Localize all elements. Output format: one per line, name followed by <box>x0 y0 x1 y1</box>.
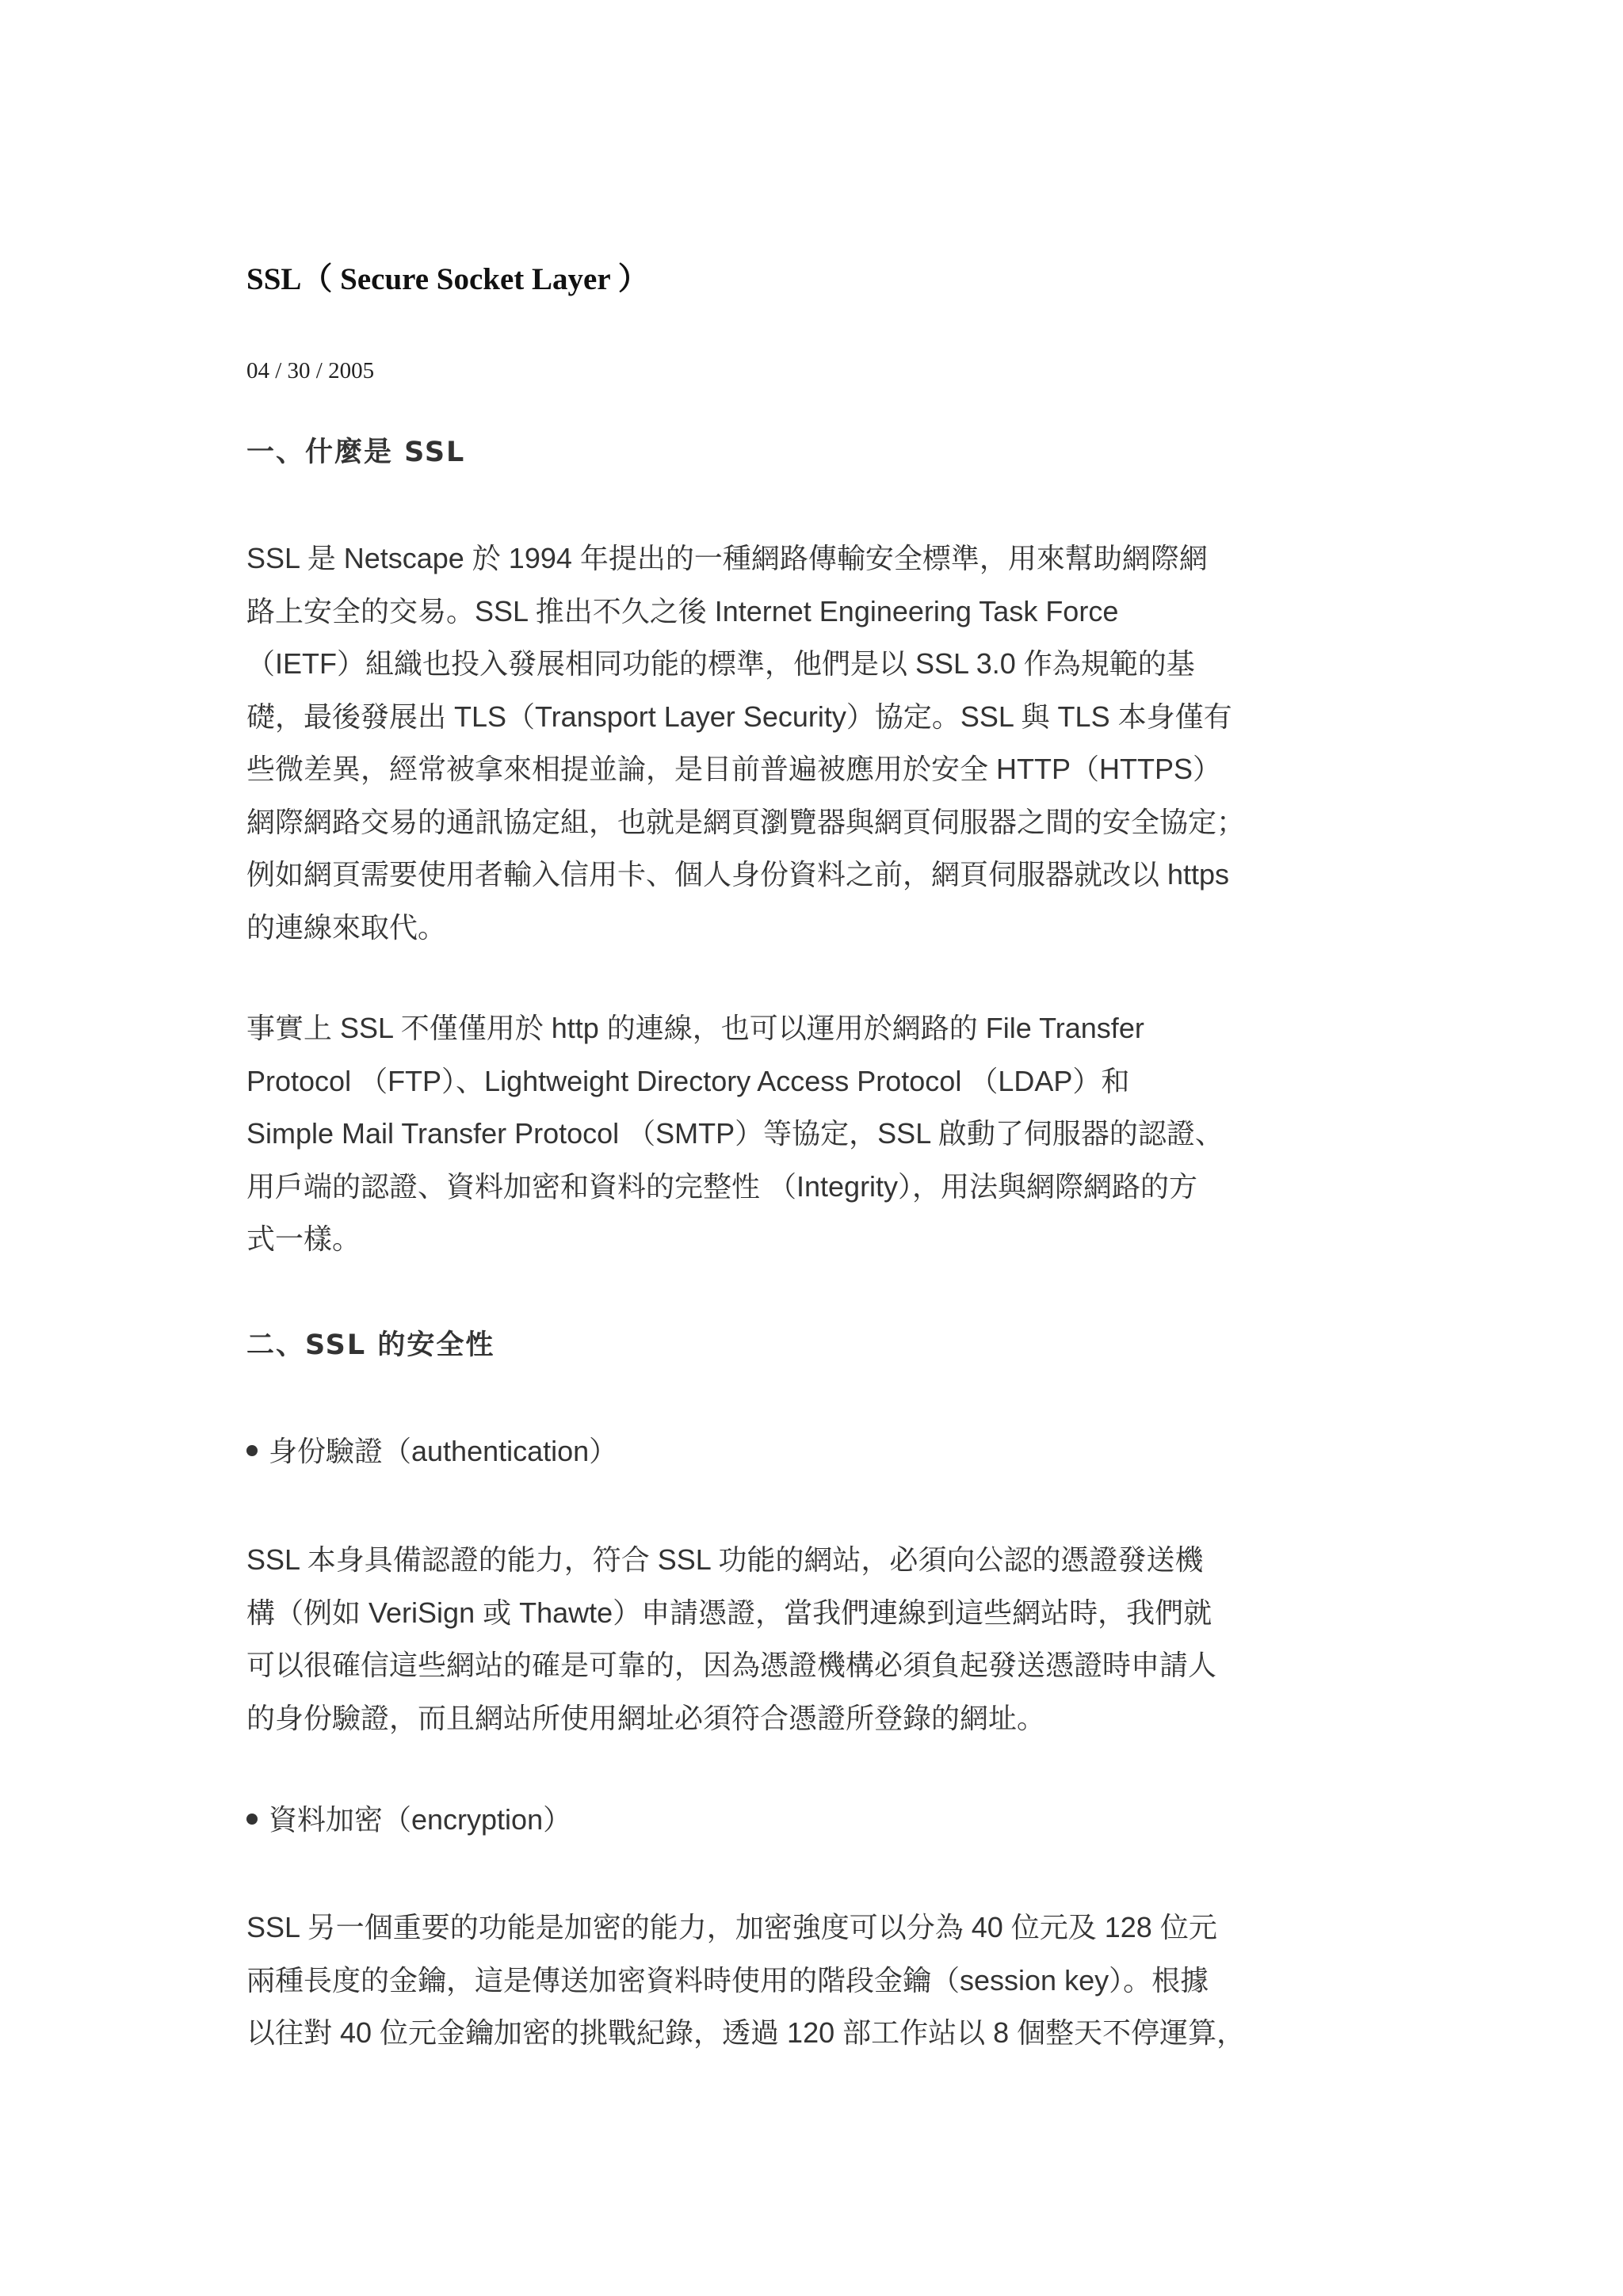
paragraph-line: 礎，最後發展出 TLS（Transport Layer Security）協定。SSL 與 TLS 本身僅有 <box>246 700 1232 733</box>
paragraph-authentication <box>246 1534 1396 1745</box>
document-date: 04 / 30 / 2005 <box>246 358 375 383</box>
bullet-encryption <box>246 1798 571 1842</box>
section-heading-what-is-ssl: 一、什麼是 SSL <box>246 437 466 468</box>
paragraph-line: SSL 另一個重要的功能是加密的能力，加密強度可以分為 40 位元及 128 位元 <box>246 1911 1217 1943</box>
paragraph-line: 的連線來取代。 <box>246 910 447 944</box>
paragraph-line: 兩種長度的金鑰，這是傳送加密資料時使用的階段金鑰（session key）。根據 <box>246 1963 1209 1997</box>
paragraph-line: 事實上 SSL 不僅僅用於 http 的連線，也可以運用於網路的 File Transfer <box>246 1012 1144 1044</box>
paragraph-line: 例如網頁需要使用者輸入信用卡、個人身份資料之前，網頁伺服器就改以 https <box>246 858 1230 891</box>
paragraph-line: （IETF）組織也投入發展相同功能的標準，他們是以 SSL 3.0 作為規範的基 <box>246 647 1195 680</box>
paragraph-line: 網際網路交易的通訊協定組，也就是網頁瀏覽器與網頁伺服器之間的安全協定； <box>246 805 1246 838</box>
paragraph-line: 些微差異，經常被拿來相提並論，是目前普遍被應用於安全 HTTP（HTTPS） <box>246 753 1221 785</box>
paragraph-line: Protocol （FTP）、Lightweight Directory Access Protocol （LDAP）和 <box>246 1064 1130 1097</box>
paragraph-line: SSL 是 Netscape 於 1994 年提出的一種網路傳輸安全標準，用來幫助網際網 <box>246 542 1208 574</box>
paragraph-line: 路上安全的交易。SSL 推出不久之後 Internet Engineering Task Force <box>246 594 1119 627</box>
bullet-authentication <box>246 1429 617 1474</box>
paragraph-line: Simple Mail Transfer Protocol （SMTP）等協定，SSL 啟動了伺服器的認證、 <box>246 1117 1224 1150</box>
paragraph-encryption <box>246 1901 1396 2060</box>
paragraph-ssl-intro <box>246 532 1396 954</box>
paragraph-line: 構（例如 VeriSign 或 Thawte）申請憑證，當我們連線到這些網站時，我們就 <box>246 1596 1212 1629</box>
paragraph-line: 的身份驗證，而且網站所使用網址必須符合憑證所登錄的網址。 <box>246 1701 1046 1734</box>
paragraph-line: 以往對 40 位元金鑰加密的挑戰紀錄，透過 120 部工作站以 8 個整天不停運算， <box>246 2016 1246 2049</box>
bullet-label: 資料加密（encryption） <box>269 1803 572 1836</box>
document-title: SSL（ Secure Socket Layer ） <box>246 262 649 296</box>
bullet-label: 身份驗證（authentication） <box>269 1435 618 1467</box>
paragraph-line: 用戶端的認證、資料加密和資料的完整性 （Integrity），用法與網際網路的方 <box>246 1169 1198 1203</box>
paragraph-line: SSL 本身具備認證的能力，符合 SSL 功能的網站，必須向公認的憑證發送機 <box>246 1543 1204 1576</box>
bullet-dot-icon <box>246 1445 258 1456</box>
paragraph-line: 式一樣。 <box>246 1222 361 1255</box>
paragraph-line: 可以很確信這些網站的確是可靠的，因為憑證機構必須負起發送憑證時申請人 <box>246 1649 1217 1681</box>
bullet-dot-icon <box>246 1814 258 1825</box>
section-heading-ssl-security: 二、SSL 的安全性 <box>246 1329 495 1361</box>
paragraph-ssl-protocols <box>246 1002 1396 1266</box>
